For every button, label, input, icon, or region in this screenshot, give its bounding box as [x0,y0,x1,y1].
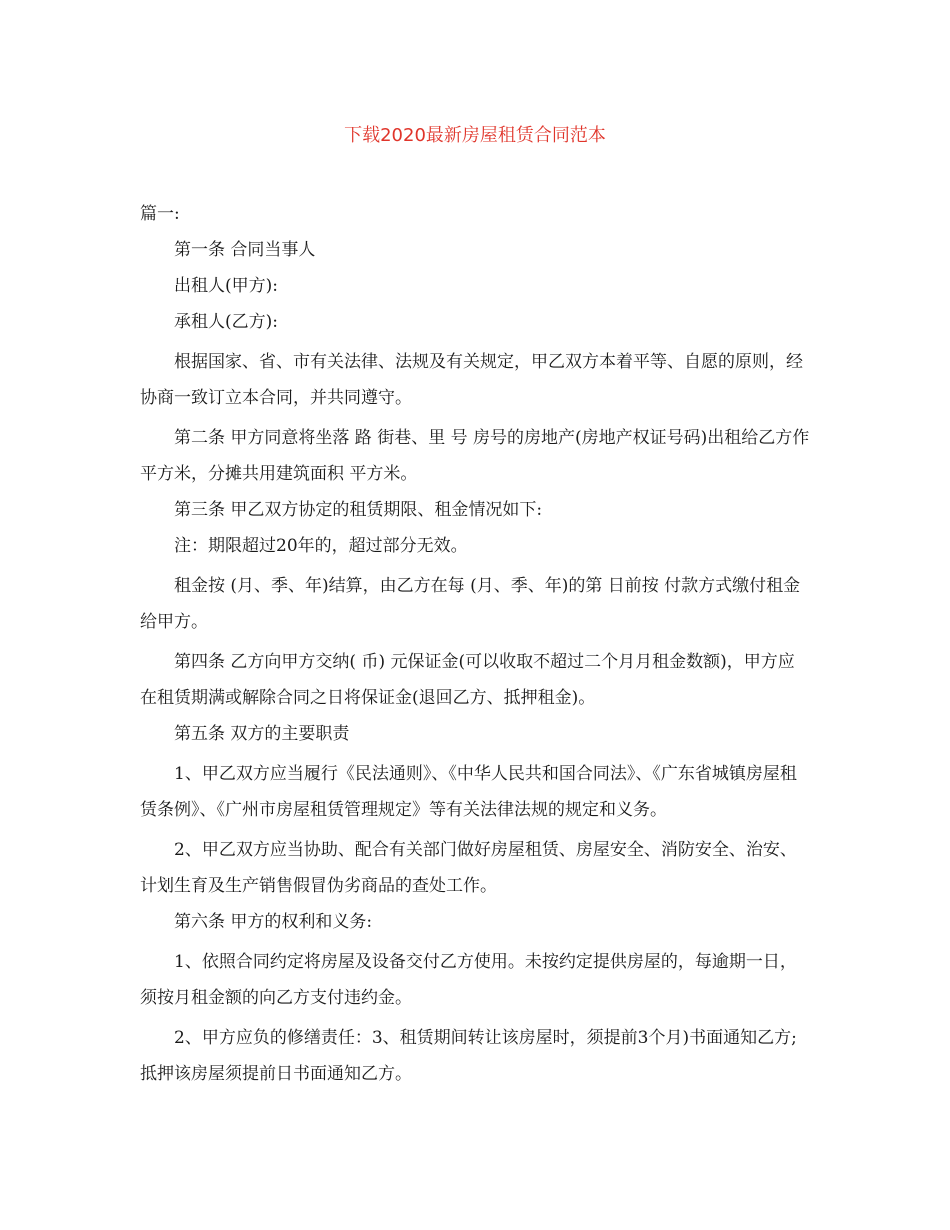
paragraph: 2、甲乙双方应当协助、配合有关部门做好房屋租赁、房屋安全、消防安全、治安、计划生育及生产销售假冒伪劣商品的查处工作。 [140,840,797,896]
paragraph: 2、甲方应负的修缮责任：3、租赁期间转让该房屋时，须提前3个月)书面通知乙方;抵押该房屋须提前日书面通知乙方。 [140,1028,797,1084]
article-heading: 第三条 甲乙双方协定的租赁期限、租金情况如下: [174,500,543,520]
article-heading: 第六条 甲方的权利和义务: [174,912,373,932]
paragraph: 第二条 甲方同意将坐落 路 街巷、里 号 房号的房地产(房地产权证号码)出租给乙方作平方米，分摊共用建筑面积 平方米。 [140,428,810,484]
paragraph: 租金按 (月、季、年)结算，由乙方在每 (月、季、年)的第 日前按 付款方式缴付租金给甲方。 [140,576,801,632]
paragraph: 注：期限超过20年的，超过部分无效。 [174,536,468,556]
section-label: 篇一: [140,204,180,224]
article-heading: 第一条 合同当事人 [174,240,316,260]
paragraph: 1、甲乙双方应当履行《民法通则》、《中华人民共和国合同法》、《广东省城镇房屋租赁条例》、《广州市房屋租赁管理规定》等有关法律法规的规定和义务。 [140,764,797,820]
paragraph: 出租人(甲方): [174,276,278,296]
paragraph: 承租人(乙方): [174,312,278,332]
document-body [140,196,810,1092]
paragraph: 根据国家、省、市有关法律、法规及有关规定，甲乙双方本着平等、自愿的原则，经协商一致订立本合同，并共同遵守。 [140,352,803,408]
document-title: 下载2020最新房屋租赁合同范本 [344,125,606,146]
paragraph: 1、依照合同约定将房屋及设备交付乙方使用。未按约定提供房屋的，每逾期一日，须按月租金额的向乙方支付违约金。 [140,952,797,1008]
paragraph: 第四条 乙方向甲方交纳( 币) 元保证金(可以收取不超过二个月月租金数额)，甲方应在租赁期满或解除合同之日将保证金(退回乙方、抵押租金)。 [140,652,795,708]
article-heading: 第五条 双方的主要职责 [174,724,350,744]
